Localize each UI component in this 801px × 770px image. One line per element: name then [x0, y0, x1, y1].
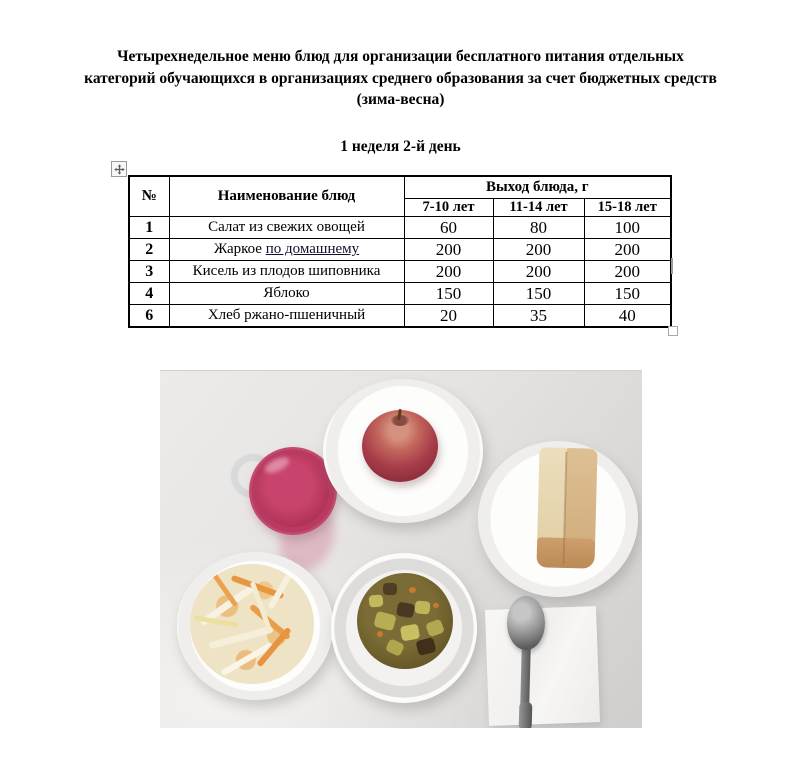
- table-row: [129, 283, 671, 305]
- portion-7-10: 20: [404, 305, 493, 328]
- portion-7-10: 60: [404, 217, 493, 239]
- header-age-15-18: 15-18 лет: [584, 199, 671, 217]
- carrot-bit: [409, 587, 416, 593]
- potato-chunk: [414, 600, 430, 614]
- portion-11-14: 150: [493, 283, 584, 305]
- spoon-handle-tip: [519, 702, 533, 728]
- meat-chunk: [415, 637, 436, 656]
- dish-name-text: Кисель из плодов шиповника: [192, 263, 381, 279]
- meat-chunk: [383, 583, 397, 595]
- table-row: [129, 305, 671, 328]
- table-move-handle[interactable]: [111, 161, 127, 177]
- header-number: №: [129, 176, 169, 217]
- title-line-1: Четырехнедельное меню блюд для организации бесплатного питания отдельных: [117, 48, 684, 65]
- cursor-artifact: [671, 258, 673, 274]
- dish-name: [169, 217, 404, 239]
- bread-slices: [536, 447, 597, 568]
- move-cross-icon: [114, 164, 125, 175]
- row-number: 4: [129, 283, 169, 305]
- stew-broth: [357, 573, 453, 669]
- portion-15-18: 40: [584, 305, 671, 328]
- dish-name: [169, 239, 404, 261]
- header-age-7-10: 7-10 лет: [404, 199, 493, 217]
- portion-15-18: 100: [584, 217, 671, 239]
- row-number: 1: [129, 217, 169, 239]
- portion-11-14: 35: [493, 305, 584, 328]
- row-number: 6: [129, 305, 169, 328]
- potato-chunk: [425, 619, 445, 638]
- dish-name-underlined-link[interactable]: по домашнему: [265, 241, 360, 257]
- table-row: [129, 239, 671, 261]
- potato-chunk: [369, 594, 384, 607]
- portion-7-10: 200: [404, 261, 493, 283]
- carrot-bit: [433, 603, 439, 608]
- portion-11-14: 80: [493, 217, 584, 239]
- dish-name: [169, 305, 404, 328]
- table-resize-handle[interactable]: [668, 326, 678, 336]
- portion-7-10: 200: [404, 239, 493, 261]
- dish-name: [169, 283, 404, 305]
- portion-15-18: 200: [584, 239, 671, 261]
- title-line-2: категорий обучающихся в организациях среднего образования за счет бюджетных средств: [84, 69, 717, 87]
- dish-name: [169, 261, 404, 283]
- header-dish-name: Наименование блюд: [169, 176, 404, 217]
- portion-7-10: 150: [404, 283, 493, 305]
- dish-name-text: Хлеб ржано-пшеничный: [207, 307, 366, 323]
- bread-slice-right: [564, 448, 598, 545]
- menu-table-container: [128, 175, 672, 328]
- meal-photo: [160, 370, 642, 728]
- document-title: [10, 46, 791, 111]
- bread-crust: [536, 537, 595, 569]
- carrot-bit: [377, 631, 383, 637]
- spoon-bowl: [507, 596, 545, 650]
- table-row: [129, 217, 671, 239]
- header-age-11-14: 11-14 лет: [493, 199, 584, 217]
- bread-slice-left: [537, 447, 567, 544]
- table-row: [129, 261, 671, 283]
- spoon-handle: [520, 645, 531, 707]
- dish-name-text: Яблоко: [263, 285, 310, 301]
- portion-11-14: 200: [493, 261, 584, 283]
- title-line-3: (зима-весна): [356, 91, 445, 108]
- row-number: 2: [129, 239, 169, 261]
- row-number: 3: [129, 261, 169, 283]
- dish-name-text: Жаркое: [213, 241, 266, 257]
- dish-name-text: Салат из свежих овощей: [208, 219, 365, 235]
- cabbage-carrot-salad: [190, 564, 314, 684]
- week-day-subtitle: 1 неделя 2-й день: [340, 138, 461, 155]
- meat-chunk: [396, 602, 415, 619]
- potato-chunk: [385, 638, 405, 657]
- potato-chunk: [400, 624, 420, 642]
- header-output-group: Выход блюда, г: [404, 176, 671, 199]
- portion-15-18: 200: [584, 261, 671, 283]
- portion-15-18: 150: [584, 283, 671, 305]
- portion-11-14: 200: [493, 239, 584, 261]
- potato-chunk: [373, 611, 396, 632]
- menu-table: [128, 175, 672, 328]
